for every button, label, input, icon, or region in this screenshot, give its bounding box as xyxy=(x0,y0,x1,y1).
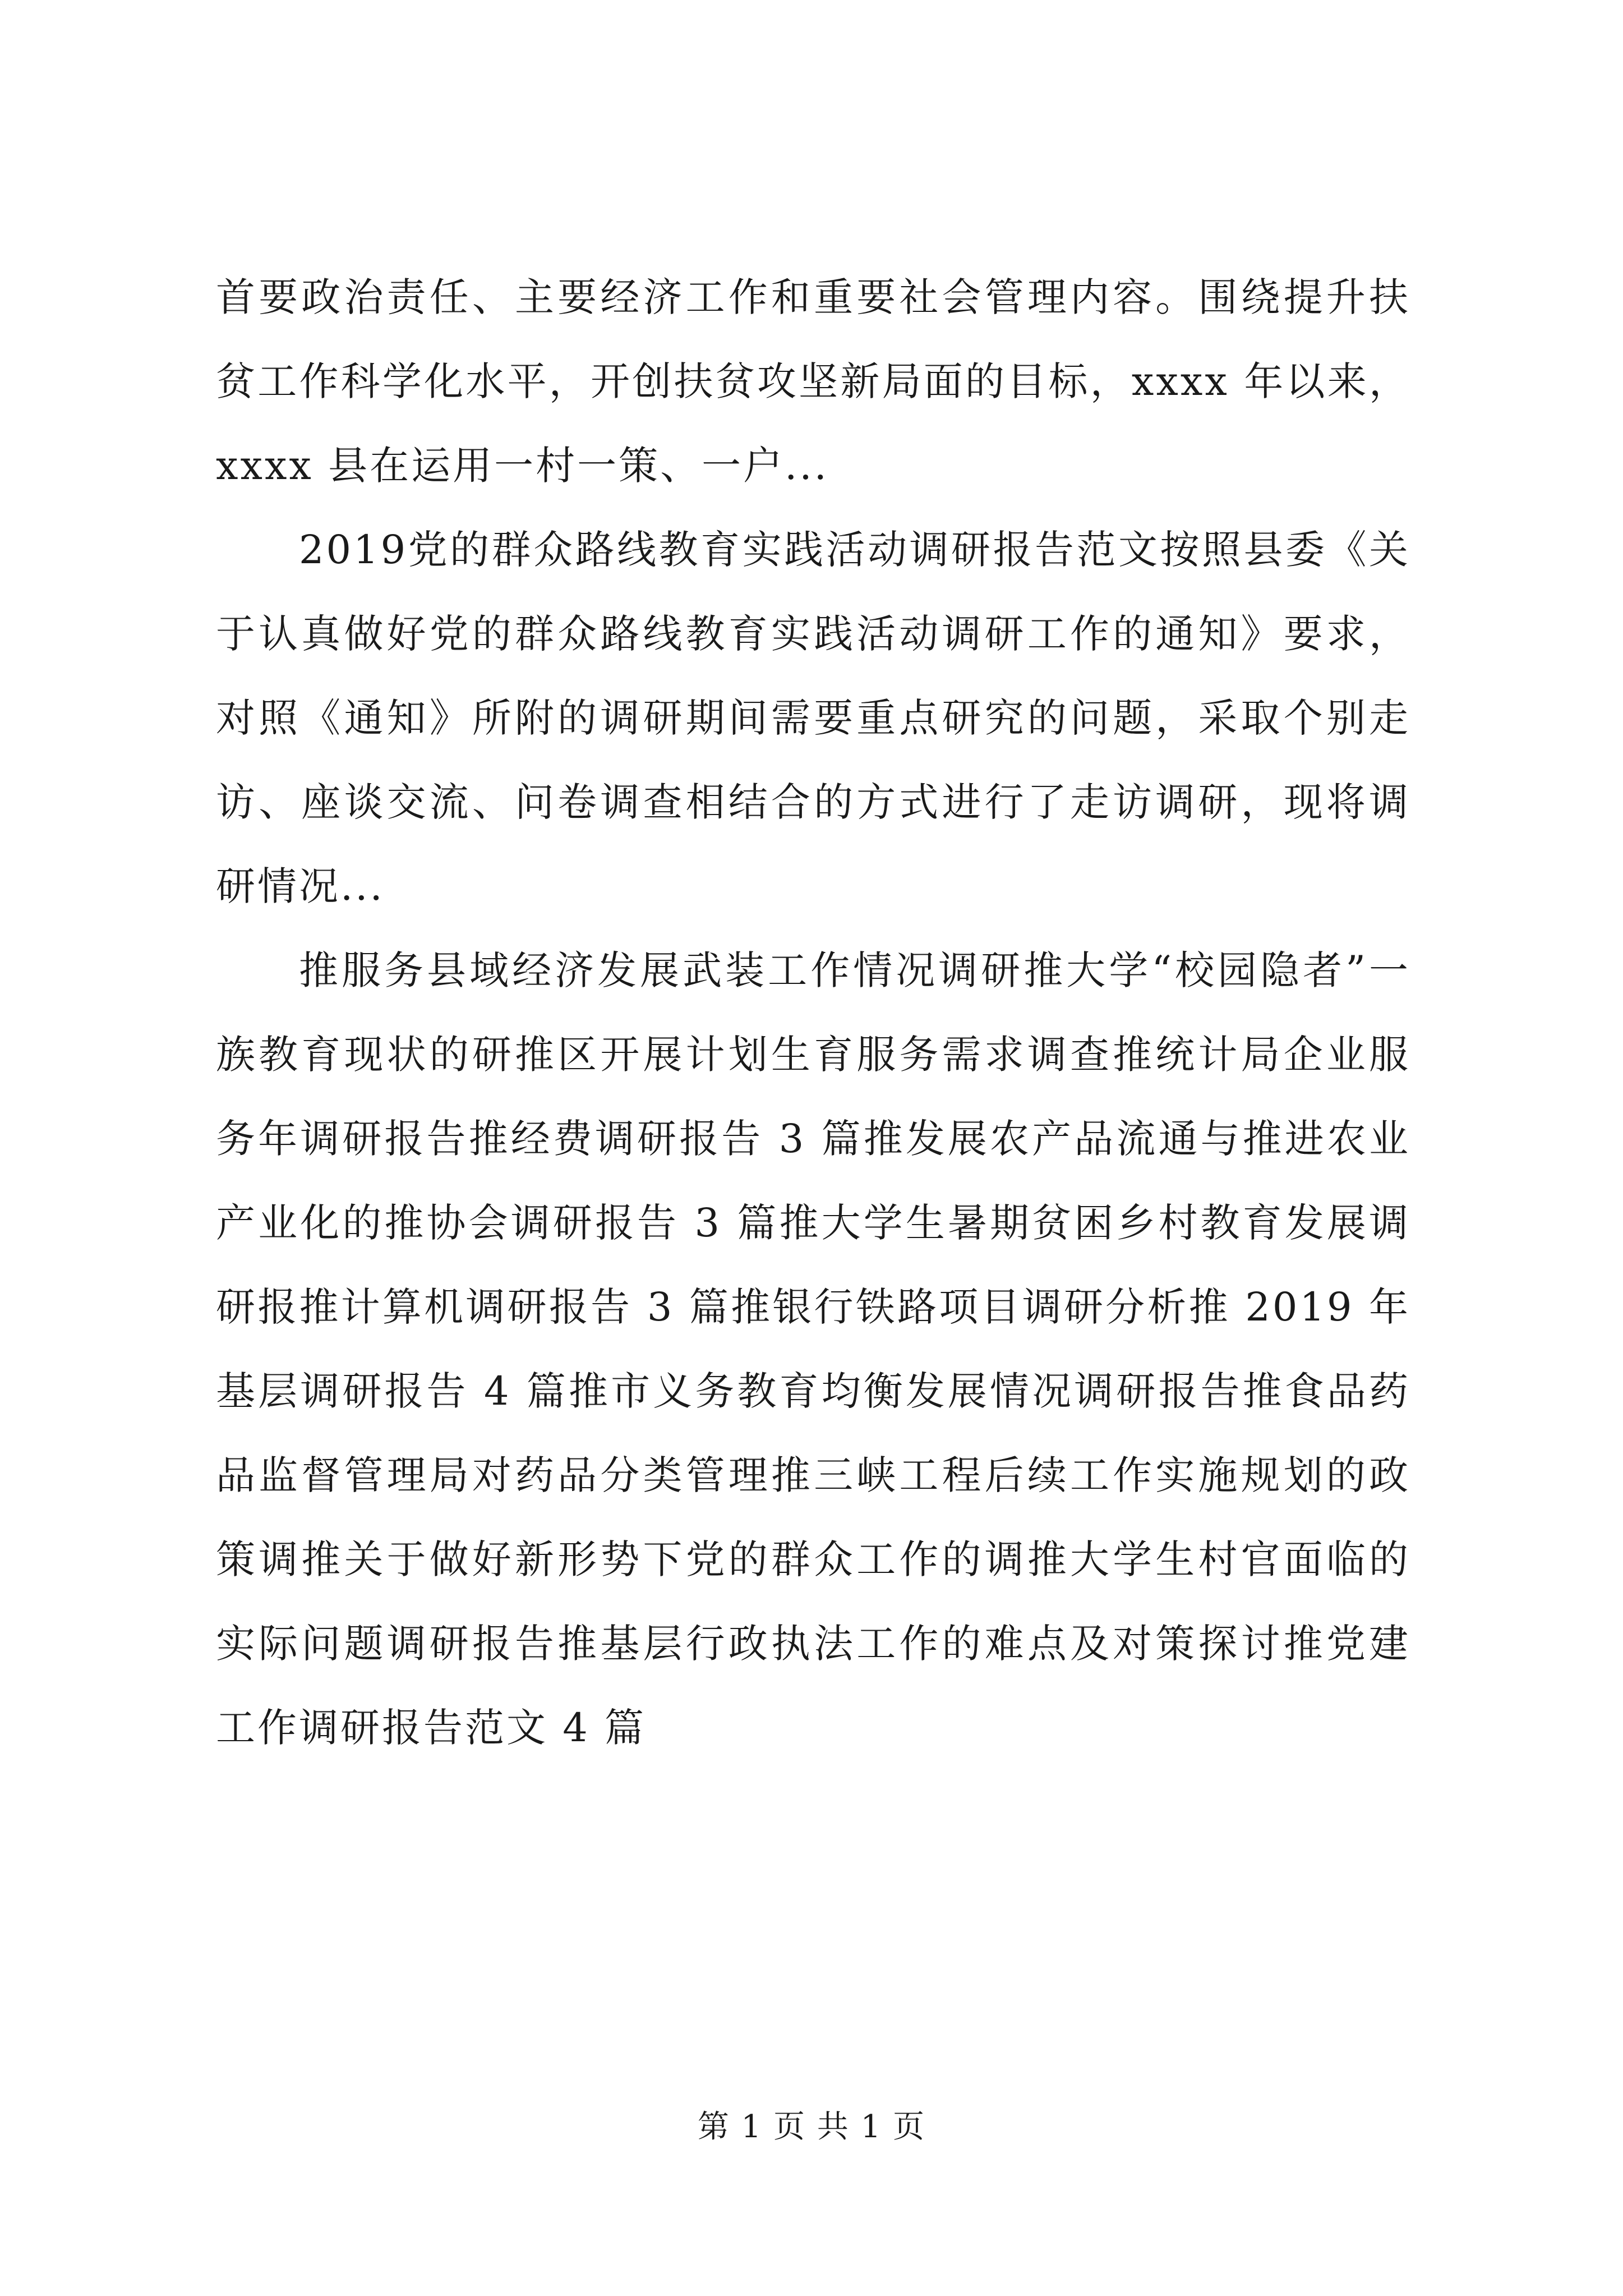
paragraph-1: 首要政治责任、主要经济工作和重要社会管理内容。围绕提升扶贫工作科学化水平，开创扶贫攻坚新局面的目标，xxxx 年以来，xxxx 县在运用一村一策、一户... xyxy=(216,274,1410,489)
paragraph-3: 推服务县域经济发展武装工作情况调研推大学“校园隐者”一族教育现状的研推区开展计划生育服务需求调查推统计局企业服务年调研报告推经费调研报告 3 篇推发展农产品流通与推进农业产业化的推协会调研报告 3 篇推大学生暑期贫困乡村教育发展调研报推计算机调研报告 3 篇推银行铁路项目调研分析推 2019 年基层调研报告 4 篇推市义务教育均衡发展情况调研报告推食品药品监督管理局对药品分类管理推三峡工程后续工作实施规划的政策调推关于做好新形势下党的群众工作的调推大学生村官面临的实际问题调研报告推基层行政执法工作的难点及对策探讨推党建工作调研报告范文 4 篇 xyxy=(216,947,1410,1751)
page-footer: 第 1 页 共 1 页 xyxy=(697,2109,926,2145)
paragraph-2: 2019党的群众路线教育实践活动调研报告范文按照县委《关于认真做好党的群众路线教育实践活动调研工作的通知》要求，对照《通知》所附的调研期间需要重点研究的问题，采取个别走访、座谈交流、问卷调查相结合的方式进行了走访调研，现将调研情况... xyxy=(216,527,1410,909)
document-body xyxy=(216,255,1410,1770)
